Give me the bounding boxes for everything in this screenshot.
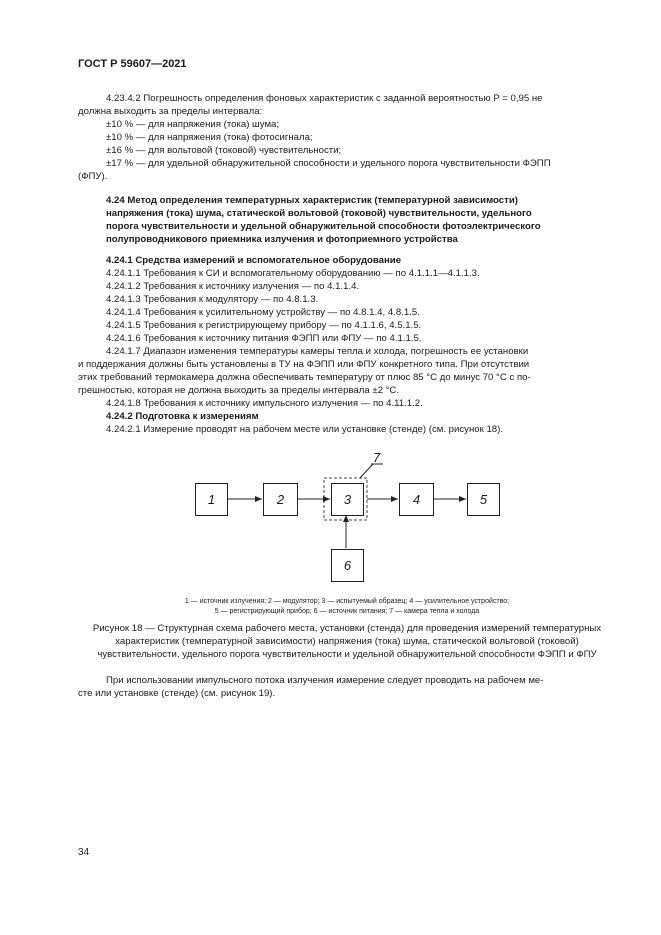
chamber-leader-line — [360, 464, 373, 478]
para-4-24-2-1: 4.24.2.1 Измерение проводят на рабочем месте или установке (стенде) (см. рисунок 18). — [106, 424, 503, 435]
block-amplifier: 4 — [399, 483, 434, 516]
figure-legend-line: 5 — регистрирующий прибор; 6 — источник питания; 7 — камера тепла и холода — [214, 608, 480, 615]
para-4-24-1-7-line: этих требований термокамера должна обеспечивать температуру от плюс 85 °С до минус 70 °С с по- — [78, 372, 531, 383]
document-header: ГОСТ Р 59607—2021 — [78, 58, 187, 70]
requirement-item: 4.24.1.2 Требования к источнику излучения — по 4.1.1.4. — [106, 281, 360, 292]
requirement-item: 4.24.1.4 Требования к усилительному устройству — по 4.8.1.4, 4.8.1.5. — [106, 307, 420, 318]
figure-caption-line: характеристик (температурной зависимости) напряжения (тока) шума, статической вольтовой (токовой) — [115, 636, 579, 647]
tolerance-item-tail: (ФПУ). — [78, 171, 108, 182]
section-4-24-title-line: напряжения (тока) шума, статической вольтовой (токовой) чувствительности, удельного — [106, 208, 532, 219]
requirement-item: 4.24.1.5 Требования к регистрирующему прибору — по 4.1.1.6, 4.5.1.5. — [106, 320, 422, 331]
figure-legend-line: 1 — источник излучения; 2 — модулятор; 3 — испытуемый образец; 4 — усилительное устройство; — [184, 598, 510, 605]
section-4-24-2-title: 4.24.2 Подготовка к измерениям — [106, 411, 259, 422]
block-modulator: 2 — [263, 483, 298, 516]
tolerance-item: ±10 % — для напряжения (тока) шума; — [106, 119, 280, 130]
block-recorder: 5 — [467, 483, 500, 516]
tolerance-item: ±10 % — для напряжения (тока) фотосигнала; — [106, 132, 313, 143]
para-4-23-4-2-line1: 4.23.4.2 Погрешность определения фоновых характеристик с заданной вероятностью P = 0,95 не — [106, 93, 543, 104]
para-4-24-1-7-line: 4.24.1.7 Диапазон изменения температуры камеры тепла и холода, погрешность ее установки — [106, 346, 529, 357]
tolerance-item: ±16 % — для вольтовой (токовой) чувствительности; — [106, 145, 342, 156]
para-4-24-1-8: 4.24.1.8 Требования к источнику импульсного излучения — по 4.11.1.2. — [106, 398, 423, 409]
section-4-24-title-line: порога чувствительности и удельной обнаружительной способности фотоэлектрического — [106, 221, 541, 232]
chamber-label: 7 — [373, 450, 381, 465]
block-radiation-source: 1 — [195, 483, 228, 516]
section-4-24-title-line: полупроводникового приемника излучения и фотоприемного устройства — [106, 234, 458, 245]
closing-paragraph-line: При использовании импульсного потока излучения измерение следует проводить на рабочем ме- — [106, 675, 544, 686]
figure-caption-line: Рисунок 18 — Структурная схема рабочего места, установки (стенда) для проведения измерений температурных — [92, 623, 602, 634]
block-test-sample: 3 — [331, 483, 364, 516]
para-4-24-1-7-line: грешностью, которая не должна выходить за пределы интервала ±2 °С. — [78, 385, 400, 396]
closing-paragraph-line: сте или установке (стенде) (см. рисунок 19). — [78, 688, 276, 699]
block-power-supply: 6 — [331, 549, 364, 582]
figure-caption-line: чувствительности, удельного порога чувствительности и удельной обнаружительной способности ФЭПП и ФПУ — [97, 649, 597, 660]
section-4-24-title-line: 4.24 Метод определения температурных характеристик (температурной зависимости) — [106, 195, 518, 206]
section-4-24-1-title: 4.24.1 Средства измерений и вспомогательное оборудование — [106, 255, 402, 266]
tolerance-item: ±17 % — для удельной обнаружительной способности и удельного порога чувствительности ФЭПП — [106, 158, 551, 169]
page-number: 34 — [78, 847, 90, 858]
para-4-24-1-7-line: и поддержания должны быть установлены в ТУ на ФЭПП или ФПУ конкретного типа. При отсутствии — [78, 359, 530, 370]
requirement-item: 4.24.1.3 Требования к модулятору — по 4.8.1.3. — [106, 294, 319, 305]
requirement-item: 4.24.1.6 Требования к источнику питания ФЭПП или ФПУ — по 4.1.1.5. — [106, 333, 422, 344]
para-4-23-4-2-line2: должна выходить за пределы интервала: — [78, 106, 263, 117]
requirement-item: 4.24.1.1 Требования к СИ и вспомогательному оборудованию — по 4.1.1.1—4.1.1.3. — [106, 268, 480, 279]
